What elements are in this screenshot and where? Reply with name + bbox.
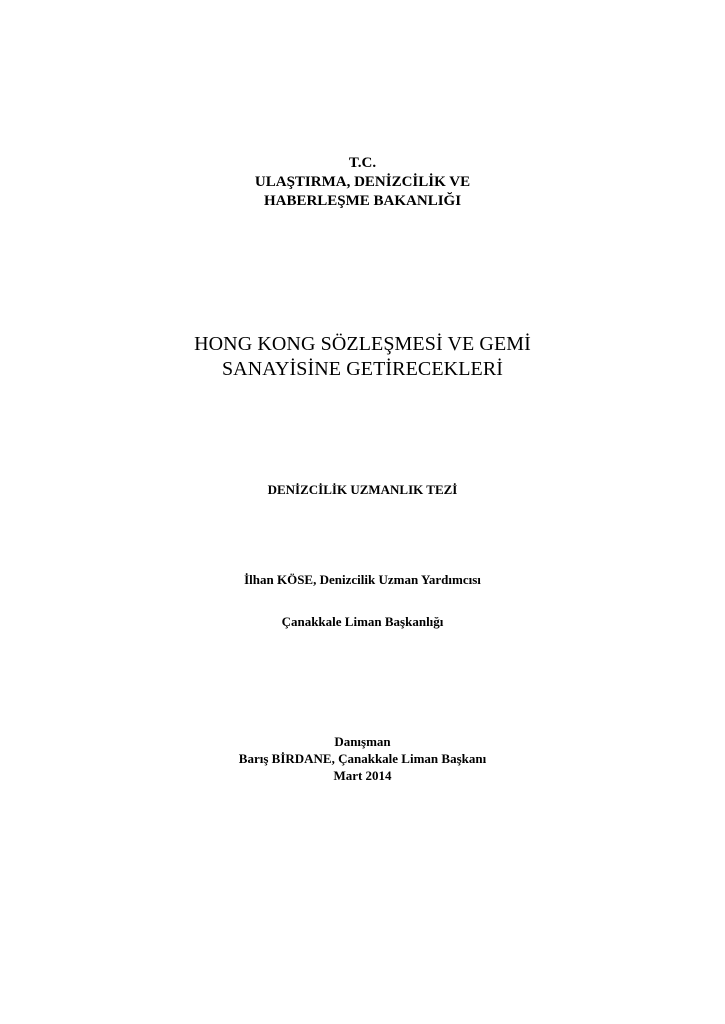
thesis-type-label: DENİZCİLİK UZMANLIK TEZİ [267, 482, 458, 497]
advisor-name-role: Barış BİRDANE, Çanakkale Liman Başkanı [238, 751, 487, 766]
ministry-name-line1: ULAŞTIRMA, DENİZCİLİK VE [254, 174, 471, 190]
thesis-title-line2: SANAYİSİNE GETİRECEKLERİ [221, 358, 504, 380]
advisor-label: Danışman [334, 734, 391, 749]
author-name-role: İlhan KÖSE, Denizcilik Uzman Yardımcısı [244, 572, 481, 587]
advisor-block [0, 733, 725, 784]
thesis-type [0, 482, 725, 498]
republic-abbreviation: T.C. [348, 155, 377, 171]
author-affiliation-block [0, 614, 725, 630]
thesis-title-line1: HONG KONG SÖZLEŞMESİ VE GEMİ [194, 333, 531, 355]
ministry-name-line2: HABERLEŞME BAKANLIĞI [263, 193, 462, 209]
thesis-date: Mart 2014 [333, 768, 392, 783]
author-block [0, 572, 725, 588]
author-affiliation: Çanakkale Liman Başkanlığı [281, 614, 444, 629]
thesis-title [0, 332, 725, 382]
institution-header [0, 154, 725, 211]
